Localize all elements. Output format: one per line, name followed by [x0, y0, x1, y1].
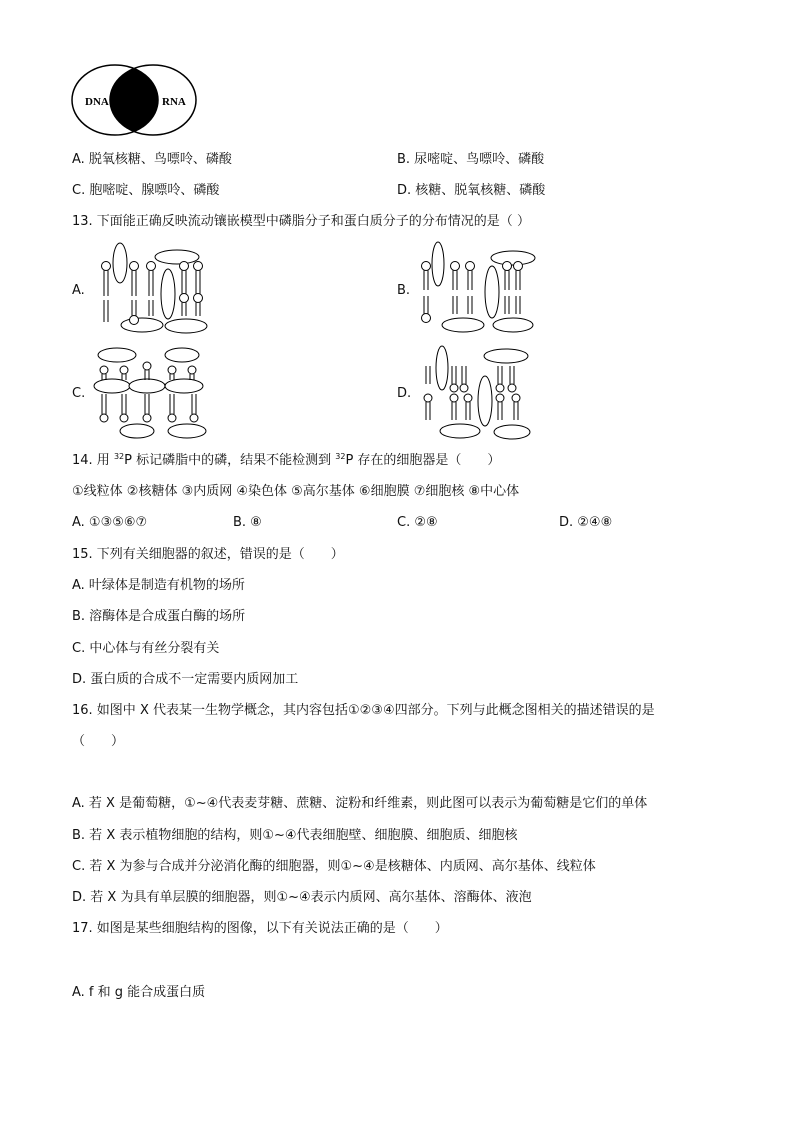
q14-isotope-sup-2: 32	[335, 452, 346, 461]
q13-option-d-label: D.	[397, 386, 412, 401]
q12-option-b: B. 尿嘧啶、鸟嘌呤、磷酸	[397, 152, 545, 167]
q14-stem	[72, 453, 500, 469]
q15-option-c: C. 中心体与有丝分裂有关	[72, 641, 220, 656]
q16-option-c: C. 若 X 为参与合成并分泌消化酶的细胞器，则①~④是核糖体、内质网、高尔基体、线粒体	[72, 859, 596, 874]
q15-option-a: A. 叶绿体是制造有机物的场所	[72, 578, 245, 593]
membrane-diagram-b	[420, 240, 540, 336]
q16-option-b: B. 若 X 表示植物细胞的结构，则①~④代表细胞壁、细胞膜、细胞质、细胞核	[72, 828, 518, 843]
dna-label: DNA	[85, 96, 109, 108]
q16-stem: 16. 如图中 X 代表某一生物学概念，其内容包括①②③④四部分。下列与此概念图相关的描述错误的是	[72, 703, 655, 718]
q12-option-d: D. 核糖、脱氧核糖、磷酸	[397, 183, 546, 198]
q15-stem: 15. 下列有关细胞器的叙述，错误的是（ ）	[72, 547, 344, 562]
q14-stem-part2: P 标记磷脂中的磷，结果不能检测到	[124, 453, 336, 468]
q15-option-d: D. 蛋白质的合成不一定需要内质网加工	[72, 672, 299, 687]
q13-option-b-label: B.	[397, 283, 411, 298]
q15-option-b: B. 溶酶体是合成蛋白酶的场所	[72, 609, 246, 624]
venn-diagram	[70, 62, 200, 140]
q14-stem-part1: 14. 用	[72, 453, 114, 468]
q14-option-d: D. ②④⑧	[559, 515, 613, 530]
q16-option-d: D. 若 X 为具有单层膜的细胞器，则①~④表示内质网、高尔基体、溶酶体、液泡	[72, 890, 532, 905]
q13-stem: 13. 下面能正确反映流动镶嵌模型中磷脂分子和蛋白质分子的分布情况的是（ ）	[72, 214, 530, 229]
q13-option-a-label: A.	[72, 283, 85, 298]
rna-label: RNA	[162, 96, 186, 108]
q14-isotope-sup-1: 32	[113, 452, 125, 461]
membrane-diagram-c	[92, 346, 212, 442]
q12-option-a: A. 脱氧核糖、鸟嘌呤、磷酸	[72, 152, 232, 167]
q14-stem-part3: P 存在的细胞器是（ ）	[345, 453, 501, 468]
q14-organelle-list: ①线粒体 ②核糖体 ③内质网 ④染色体 ⑤高尔基体 ⑥细胞膜 ⑦细胞核 ⑧中心体	[72, 484, 520, 499]
membrane-diagram-a	[92, 240, 212, 336]
q13-option-c-label: C.	[72, 386, 86, 401]
membrane-diagram-d	[420, 346, 540, 442]
q14-option-b: B. ⑧	[233, 515, 262, 530]
q12-option-c: C. 胞嘧啶、腺嘌呤、磷酸	[72, 183, 220, 198]
q14-option-a: A. ①③⑤⑥⑦	[72, 515, 148, 530]
q16-stem-paren: （ ）	[72, 734, 125, 749]
q14-option-c: C. ②⑧	[397, 515, 438, 530]
q17-option-a: A. f 和 g 能合成蛋白质	[72, 985, 206, 1000]
q17-stem: 17. 如图是某些细胞结构的图像，以下有关说法正确的是（ ）	[72, 921, 448, 936]
q16-option-a: A. 若 X 是葡萄糖，①~④代表麦芽糖、蔗糖、淀粉和纤维素，则此图可以表示为葡萄糖是它们的单体	[72, 796, 648, 811]
